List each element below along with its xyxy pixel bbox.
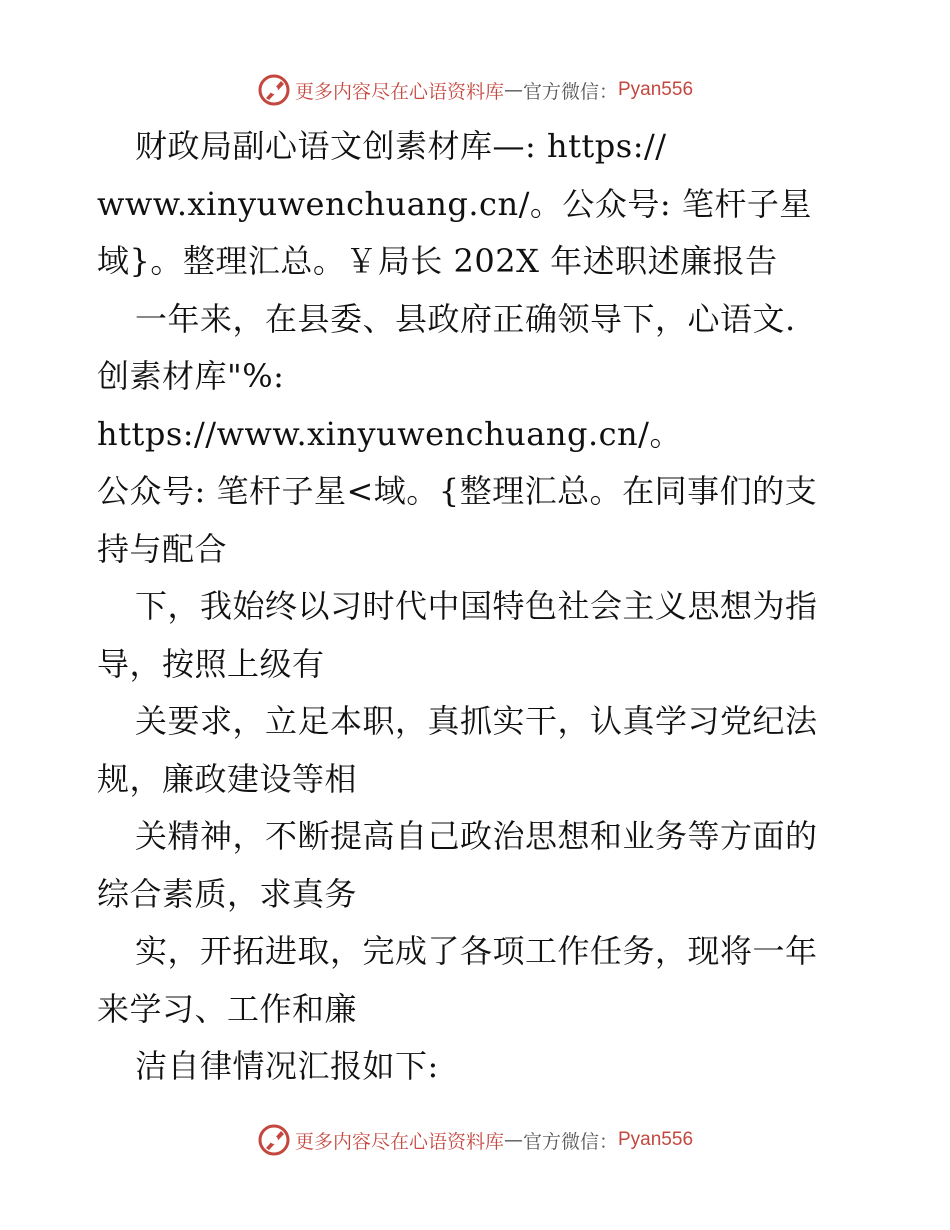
banner-wechat-id: Pyan556	[618, 79, 694, 100]
text-line: 来学习、工作和廉	[97, 989, 358, 1028]
text-line: 实，开拓进取，完成了各项工作任务，现将一年	[135, 932, 818, 970]
banner-dash: —	[503, 79, 523, 101]
text-line: 洁自律情况汇报如下:	[135, 1047, 439, 1085]
text-line: 关精神，不断提高自己政治思想和业务等方面的	[135, 817, 818, 855]
text-line: 规，廉政建设等相	[97, 759, 358, 798]
quill-seal-icon	[257, 73, 291, 107]
footer-watermark-banner	[0, 1120, 950, 1160]
text-line: 域}。整理汇总。￥局长 202X 年述职述廉报告	[97, 242, 778, 280]
text-line: 创素材库"%: https://www.xinyuwenchuang.cn/。	[97, 357, 682, 453]
text-line: 导，按照上级有	[97, 644, 325, 683]
header-watermark-banner	[0, 70, 950, 110]
banner-wechat-label: 官方微信：	[522, 80, 618, 103]
banner-dash: —	[503, 1129, 523, 1151]
text-line: 持与配合	[97, 529, 228, 568]
text-line: 一年来，在县委、县政府正确领导下，心语文.	[135, 299, 796, 338]
text-line: 公众号: 笔杆子星<域。{整理汇总。在同事们的支	[97, 472, 818, 510]
document-body	[97, 118, 857, 1096]
text-line: 关要求，立足本职，真抓实干，认真学习党纪法	[135, 702, 818, 740]
banner-promo-text: 更多内容尽在心语资料库	[294, 1130, 504, 1153]
text-line: 下，我始终以习时代中国特色社会主义思想为指	[135, 587, 818, 625]
text-line: www.xinyuwenchuang.cn/。公众号: 笔杆子星	[97, 184, 812, 223]
banner-wechat-label: 官方微信：	[522, 1130, 618, 1153]
banner-promo-text: 更多内容尽在心语资料库	[294, 80, 504, 103]
quill-seal-icon	[257, 1123, 291, 1157]
banner-wechat-id: Pyan556	[618, 1129, 694, 1150]
text-line: 综合素质，求真务	[97, 874, 358, 913]
text-line: 财政局副心语文创素材库—: https://	[135, 127, 667, 165]
